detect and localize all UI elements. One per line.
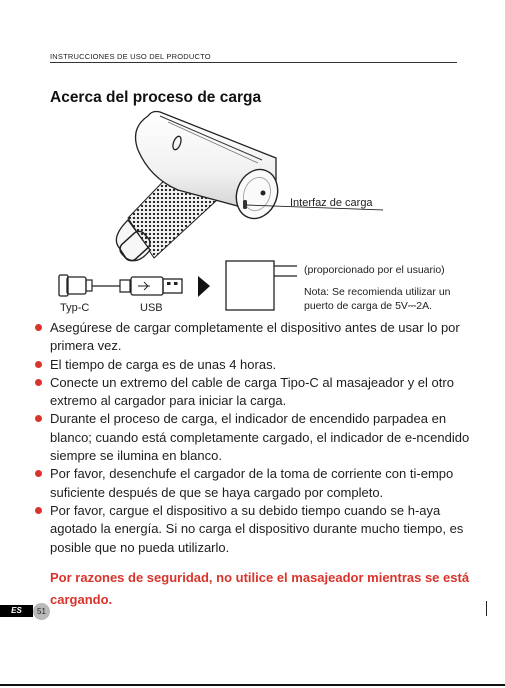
list-item-text: Por favor, cargue el dispositivo a su debido tiempo cuando se h-aya agotado la energía. Si no carga el dispositivo durante mucho tiempo, es posible que no pueda utilizarlo. [50, 502, 464, 555]
list-item [34, 356, 474, 374]
list-item [34, 502, 474, 557]
wall-charger-icon [226, 261, 297, 310]
list-item [34, 465, 474, 502]
safety-warning: Por razones de seguridad, no utilice el masajeador mientras se está cargando. [50, 570, 470, 607]
type-c-cable-icon [59, 275, 130, 296]
list-item-text: Conecte un extremo del cable de carga Tipo-C al masajeador y el otro extremo al cargador para iniciar la carga. [50, 374, 454, 409]
list-item [34, 374, 474, 411]
list-item-text: Durante el proceso de carga, el indicador de encendido parpadea en blanco; cuando está completamente cargado, el indicador de e-ncendido siempre se ilumina en blanco. [50, 411, 470, 464]
note-line-2: puerto de carga de 5V⎓2A. [304, 299, 433, 312]
usb-label: USB [140, 302, 163, 314]
bullet-icon [35, 415, 42, 422]
bullet-icon [35, 324, 42, 331]
page-title: Acerca del proceso de carga [50, 89, 262, 106]
page-header: INSTRUCCIONES DE USO DEL PRODUCTO [50, 52, 457, 63]
charging-illustration [0, 0, 505, 330]
bullet-icon [35, 470, 42, 477]
list-item-text: El tiempo de carga es de unas 4 horas. [50, 356, 277, 372]
charging-note [304, 286, 451, 313]
note-line-1: Nota: Se recomienda utilizar un [304, 286, 451, 298]
typec-label: Typ-C [60, 302, 90, 314]
page-number: 51 [33, 603, 50, 620]
list-item-text: Asegúrese de cargar completamente el dispositivo antes de usar lo por primera vez. [50, 320, 460, 354]
instruction-list [34, 319, 474, 557]
language-badge: ES [0, 605, 33, 617]
bullet-icon [35, 361, 42, 368]
bullet-icon [35, 507, 42, 514]
margin-mark [486, 601, 487, 616]
bullet-icon [35, 379, 42, 386]
charging-interface-label: Interfaz de carga [290, 197, 373, 209]
list-item-text: Por favor, desenchufe el cargador de la toma de corriente con ti-empo suficiente después de que se haya cargado por completo. [50, 466, 454, 500]
list-item [34, 410, 474, 465]
massager-icon [116, 112, 284, 264]
usb-plug-icon [131, 277, 182, 295]
user-provided-label: (proporcionado por el usuario) [304, 264, 445, 276]
list-item [34, 319, 474, 356]
bottom-rule [0, 684, 505, 686]
